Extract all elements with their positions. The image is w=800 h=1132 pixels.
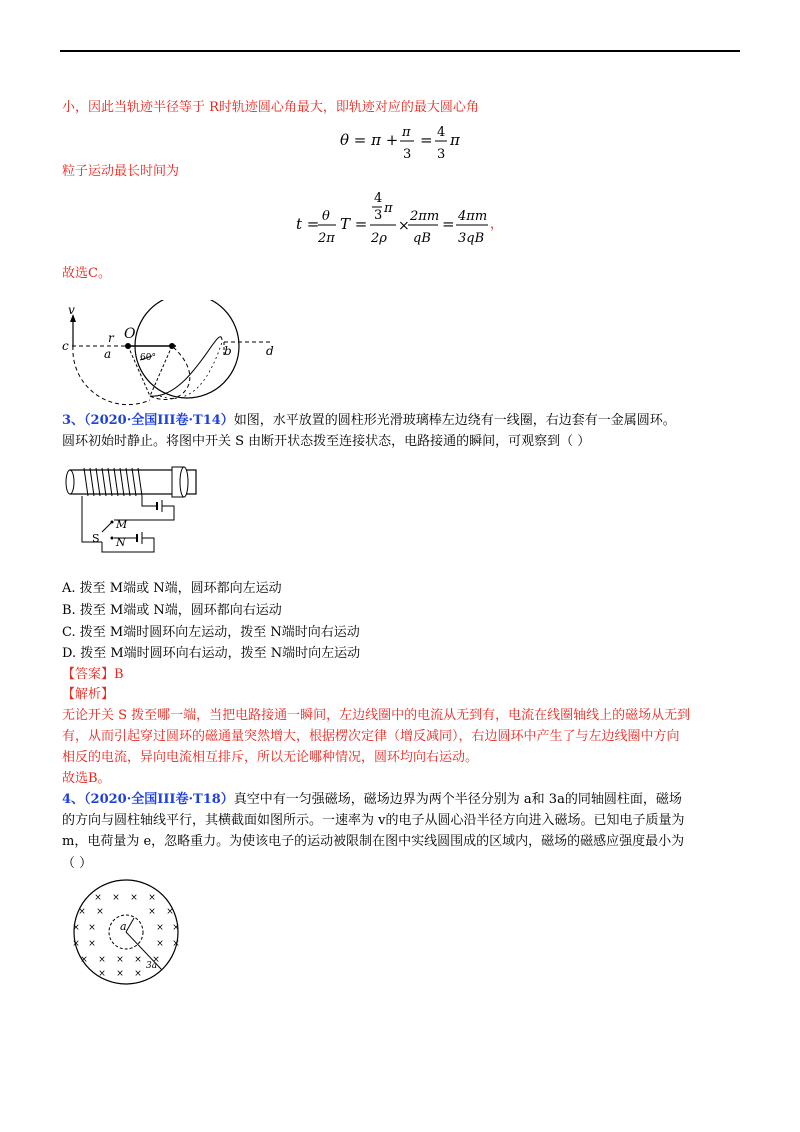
switch-blade	[102, 522, 112, 532]
theta-equation	[340, 118, 470, 164]
label-a: a	[104, 347, 112, 361]
extra-arc	[160, 342, 222, 398]
eq-t-times: ×	[398, 218, 410, 234]
label-3a: 3a	[146, 961, 158, 971]
eq-theta-4: 4	[437, 125, 446, 140]
option-c: C. 拨至 M端时圆环向左运动，拨至 N端时向右运动	[62, 625, 360, 640]
coil-windings	[84, 468, 142, 496]
svg-text:×: ×	[98, 955, 106, 965]
solution-line-2: 粒子运动最长时间为	[62, 164, 180, 179]
svg-text:×: ×	[94, 893, 102, 903]
svg-text:×: ×	[72, 939, 80, 949]
label-b: b	[224, 344, 232, 358]
eq-t-2pi: 2π	[318, 231, 335, 246]
label-v: v	[68, 303, 75, 317]
analysis-line-4: 故选B。	[62, 771, 111, 786]
svg-text:×: ×	[156, 939, 164, 949]
svg-text:×: ×	[98, 969, 106, 979]
eq-t-3qB: 3qB	[458, 231, 485, 246]
field-figure	[62, 878, 192, 988]
dashed-arc-1	[73, 346, 150, 405]
svg-text:×: ×	[78, 907, 86, 917]
eq-t-T: T =	[340, 215, 368, 233]
header-rule	[60, 50, 740, 52]
svg-text:×: ×	[152, 955, 160, 965]
ring-edge	[180, 467, 188, 497]
label-a: a	[120, 920, 127, 933]
solution-line-3: 故选C。	[62, 266, 111, 281]
eq-t-qB: qB	[413, 231, 431, 246]
q4-number: 4、	[62, 792, 85, 807]
q3-stem-line-1	[62, 412, 676, 430]
eq-theta-lhs: θ = π +	[340, 131, 399, 149]
q4-source: （2020·全国III卷·T18）	[84, 792, 234, 807]
label-c: c	[62, 339, 69, 353]
q4-stem-line-1	[62, 791, 682, 809]
time-equation	[296, 188, 506, 258]
svg-text:×: ×	[172, 923, 180, 933]
q3-source: （2020·全国III卷·T14）	[84, 413, 234, 428]
eq-t-theta: θ	[322, 209, 330, 224]
eq-t-2rho: 2ρ	[371, 231, 387, 246]
analysis-label: 【解析】	[62, 687, 115, 702]
option-d: D. 拨至 M端时圆环向右运动，拨至 N端时向左运动	[62, 646, 361, 661]
q4-stem-line-2: 的方向与圆柱轴线平行，其横截面如图所示。一速率为 v的电子从圆心沿半径方向进入磁场。已知电子质量为	[62, 813, 685, 828]
eq-t-lhs: t =	[296, 215, 320, 233]
svg-text:×: ×	[80, 955, 88, 965]
svg-text:×: ×	[72, 923, 80, 933]
option-b: B. 拨至 M端或 N端，圆环都向右运动	[62, 603, 282, 618]
analysis-line-3: 相反的电流，异向电流相互排斥，所以无论哪种情况，圆环均向右运动。	[62, 750, 479, 765]
eq-theta-pi2: π	[450, 131, 460, 149]
svg-text:×: ×	[134, 955, 142, 965]
svg-text:×: ×	[172, 939, 180, 949]
eq-t-2pim: 2πm	[410, 209, 440, 224]
svg-text:×: ×	[88, 923, 96, 933]
svg-text:×: ×	[130, 893, 138, 903]
eq-t-4pim: 4πm	[458, 209, 488, 224]
field-crosses	[72, 893, 180, 979]
coil-figure	[62, 462, 212, 562]
wire-right	[142, 496, 157, 506]
svg-text:×: ×	[116, 969, 124, 979]
trajectory-figure	[60, 300, 300, 406]
q4-stem-line-3: m，电荷量为 e，忽略重力。为使该电子的运动被限制在图中实线圆围成的区域内，磁场的磁感应强度最小为	[62, 834, 685, 849]
q3-stem-text-1: 如图，水平放置的圆柱形光滑玻璃棒左边绕有一线圈，右边套有一金属圆环。	[233, 413, 676, 428]
label-O: O	[124, 326, 136, 342]
svg-text:×: ×	[96, 907, 104, 917]
label-r: r	[108, 331, 114, 345]
svg-text:×: ×	[116, 955, 124, 965]
analysis-line-1: 无论开关 S 拨至哪一端，当把电路接通一瞬间，左边线圈中的电流从无到有，电流在线圈轴线上的磁场从无到	[62, 708, 691, 723]
svg-text:×: ×	[148, 907, 156, 917]
svg-text:×: ×	[112, 893, 120, 903]
q3-stem-line-2: 圆环初始时静止。将图中开关 S 由断开状态拨至连接状态，电路接通的瞬间，可观察到（ ）	[62, 434, 591, 449]
svg-text:×: ×	[156, 923, 164, 933]
rod-end	[66, 470, 74, 494]
eq-t-comma: ，	[490, 217, 504, 232]
eq-theta-3: 3	[403, 147, 412, 162]
eq-theta-pi: π	[402, 125, 411, 140]
radius-a	[126, 918, 134, 932]
label-60: 60°	[140, 353, 156, 363]
label-M: M	[116, 518, 128, 531]
svg-text:×: ×	[166, 907, 174, 917]
label-S: S	[92, 532, 100, 545]
eq-t-pi: π	[384, 201, 393, 216]
eq-t-equals: =	[442, 215, 455, 233]
q4-stem-text-1: 真空中有一匀强磁场，磁场边界为两个半径分别为 a和 3a的同轴圆柱面，磁场	[233, 792, 682, 807]
label-d: d	[266, 344, 274, 358]
label-N: N	[116, 536, 126, 549]
q4-stem-line-4: （ ）	[62, 856, 93, 871]
eq-t-3: 3	[374, 208, 383, 223]
answer: 【答案】B	[62, 667, 124, 682]
q3-number: 3、	[62, 413, 85, 428]
svg-text:×: ×	[134, 969, 142, 979]
svg-text:×: ×	[88, 939, 96, 949]
eq-theta-3b: 3	[437, 147, 446, 162]
eq-t-4: 4	[374, 191, 383, 206]
option-a: A. 拨至 M端或 N端，圆环都向左运动	[62, 581, 282, 596]
analysis-line-2: 有，从而引起穿过圆环的磁通量突然增大，根据楞次定律（增反减同），右边圆环中产生了与左边线圈中方向	[62, 729, 680, 744]
svg-text:×: ×	[148, 893, 156, 903]
wire-bottom	[102, 538, 154, 552]
eq-theta-equals: =	[420, 131, 433, 149]
solution-line-1: 小，因此当轨迹半径等于 R时轨迹圆心角最大，即轨迹对应的最大圆心角	[62, 100, 479, 115]
